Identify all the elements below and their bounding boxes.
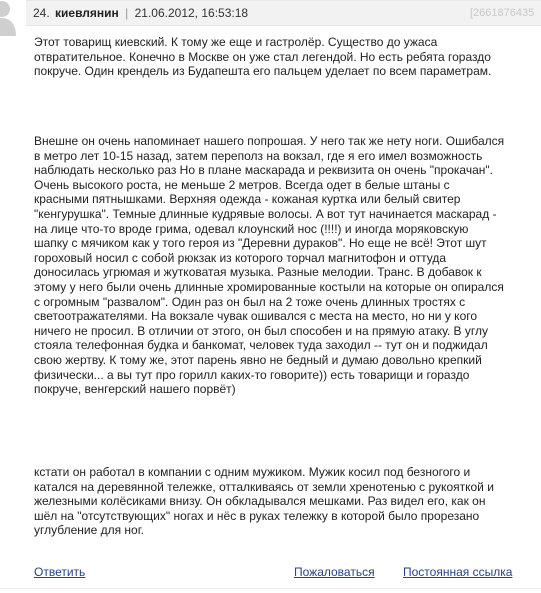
comment-header [26,0,541,26]
permalink-link[interactable]: Постоянная ссылка [403,565,513,579]
comment-id: [2661876435 [470,7,535,19]
header-separator: | [125,6,129,20]
comment-actions [0,564,541,582]
avatar [0,0,16,36]
comment-paragraph: Внешне он очень напоминает нашего попрошая. У него так же нету ноги. Ошибался в метро лет 10-15 назад, затем переполз на вокзал, где я его имел возможность наблюдать несколько раз Но в плане маскарада и реквизита он очень "прокачан". Очень высокого роста, не меньше 2 метров. Всегда одет в белые штаны с красными пятнышками. Верхняя одежда - кожаная куртка или белый свитер "кенгурушка". Темные длинные кудрявые волосы. А вот тут начинается маскарад - на лице что-то вроде грима, одевал клоунский нос (!!!!) и иногда моряковскую шапку с мячиком как у того героя из "Деревни дураков". Но еще не всё! Этот шут гороховый носил с собой рюкзак из которого торчал магнитофон и оттуда доносилась угрюмая и жутковатая музыка. Разные мелодии. Транс. В добавок к этому у него были очень длинные хромированные костыли на которые он опирался с огромным "развалом". Один раз он был на 2 тоже очень длинных тростях с светоотражателями. На вокзале чувак ошивался с места на место, но ни у кого ничего не просил. В отличии от этого, он был способен и на прямую атаку. В углу стояла телефонная будка и банкомат, человек туда заходил -- тут он и поджидал свою жертву. К тому же, этот парень явно не бедный и думаю довольно крепкий физически... а вы тут про горилл каких-то говорите)) есть товарищи и гораздо покруче, венгерский нашего порвёт) [34,134,505,397]
user-silhouette-icon [0,0,16,36]
comment-number: 24. [33,6,50,20]
reply-link[interactable]: Ответить [34,565,86,579]
comment-datetime: 21.06.2012, 16:53:18 [134,6,249,20]
comment-paragraph: Этот товарищ киевский. К тому же еще и гастролёр. Существо до ужаса отвратительное. Конечно в Москве он уже стал легендой. Но есть ребята гораздо покруче. Один крендель из Будапешта его пальцем уделает по всем параметрам. [34,35,492,79]
comment-paragraph: кстати он работал в компании с одним мужиком. Мужик косил под безногого и катался на деревянной тележке, отталкиваясь от земли хренотенью с рукояткой и железными колёсиками внизу. Он обкладывался мешками. Раз видел его, как он шёл на "отсутствующих" ногах и нёс в руках тележку в которой было прорезано углубление для ног. [34,465,494,538]
comment-author[interactable]: киевлянин [55,6,119,20]
comment-divider [0,588,541,589]
complain-link[interactable]: Пожаловаться [294,565,375,579]
